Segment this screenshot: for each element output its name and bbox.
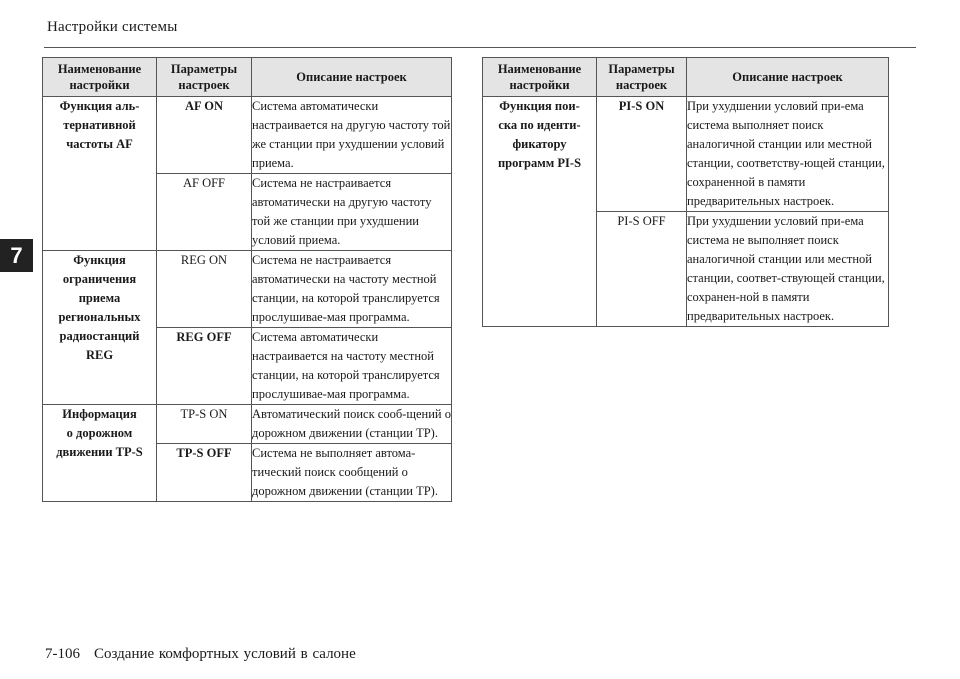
table-header-row (43, 58, 452, 97)
desc-tps-off: Система не выполняет автома-тический поиск сообщений о дорожном движении (станции TP). (252, 444, 452, 502)
param-reg-on: REG ON (157, 251, 252, 328)
param-tps-on: TP-S ON (157, 405, 252, 444)
param-af-off: AF OFF (157, 174, 252, 251)
footer-section-title: Создание комфортных условий в салоне (94, 646, 356, 662)
desc-af-on: Система автоматически настраивается на другую частоту той же станции при ухудшении условий приема. (252, 97, 452, 174)
table-row-reg-on (43, 251, 452, 328)
header-setting-name: Наименование настройки (483, 58, 597, 97)
desc-reg-on: Система не настраивается автоматически на частоту местной станции, на которой транслируется прослушивае-мая программа. (252, 251, 452, 328)
param-reg-off: REG OFF (157, 328, 252, 405)
desc-af-off: Система не настраивается автоматически на другую частоту той же станции при ухудшении условий приема. (252, 174, 452, 251)
table-row-af-on (43, 97, 452, 174)
setting-name-pis: Функция пои- ска по иденти- фикатору программ PI-S (483, 97, 597, 327)
settings-table-left (42, 57, 452, 502)
param-tps-off: TP-S OFF (157, 444, 252, 502)
header-setting-description: Описание настроек (687, 58, 889, 97)
header-setting-params: Параметры настроек (597, 58, 687, 97)
param-pis-off: PI-S OFF (597, 212, 687, 327)
header-setting-name: Наименование настройки (43, 58, 157, 97)
page-number: 7-106 (45, 646, 80, 662)
header-divider (44, 47, 916, 48)
header-setting-params: Параметры настроек (157, 58, 252, 97)
table-row-pis-on (483, 97, 889, 212)
desc-tps-on: Автоматический поиск сооб-щений о дорожном движении (станции TP). (252, 405, 452, 444)
desc-pis-on: При ухудшении условий при-ема система выполняет поиск аналогичной станции или местной станции, соответству-ющей станции, сохраненной в памяти предварительных настроек. (687, 97, 889, 212)
page-header-title: Настройки системы (47, 19, 178, 35)
setting-name-af: Функция аль- тернативной частоты AF (43, 97, 157, 251)
setting-name-tps: Информация о дорожном движении TP-S (43, 405, 157, 502)
desc-pis-off: При ухудшении условий при-ема система не выполняет поиск аналогичной станции или местной станции, соответ-ствующей станции, сохранен-ной в памяти предварительных настроек. (687, 212, 889, 327)
param-af-on: AF ON (157, 97, 252, 174)
settings-table-right (482, 57, 889, 327)
header-setting-description: Описание настроек (252, 58, 452, 97)
table-row-tps-on (43, 405, 452, 444)
setting-name-reg: Функция ограничения приема региональных радиостанций REG (43, 251, 157, 405)
param-pis-on: PI-S ON (597, 97, 687, 212)
desc-reg-off: Система автоматически настраивается на частоту местной станции, на которой транслируется прослушивае-мая программа. (252, 328, 452, 405)
table-header-row (483, 58, 889, 97)
chapter-tab: 7 (0, 239, 33, 272)
page-footer (45, 644, 356, 664)
